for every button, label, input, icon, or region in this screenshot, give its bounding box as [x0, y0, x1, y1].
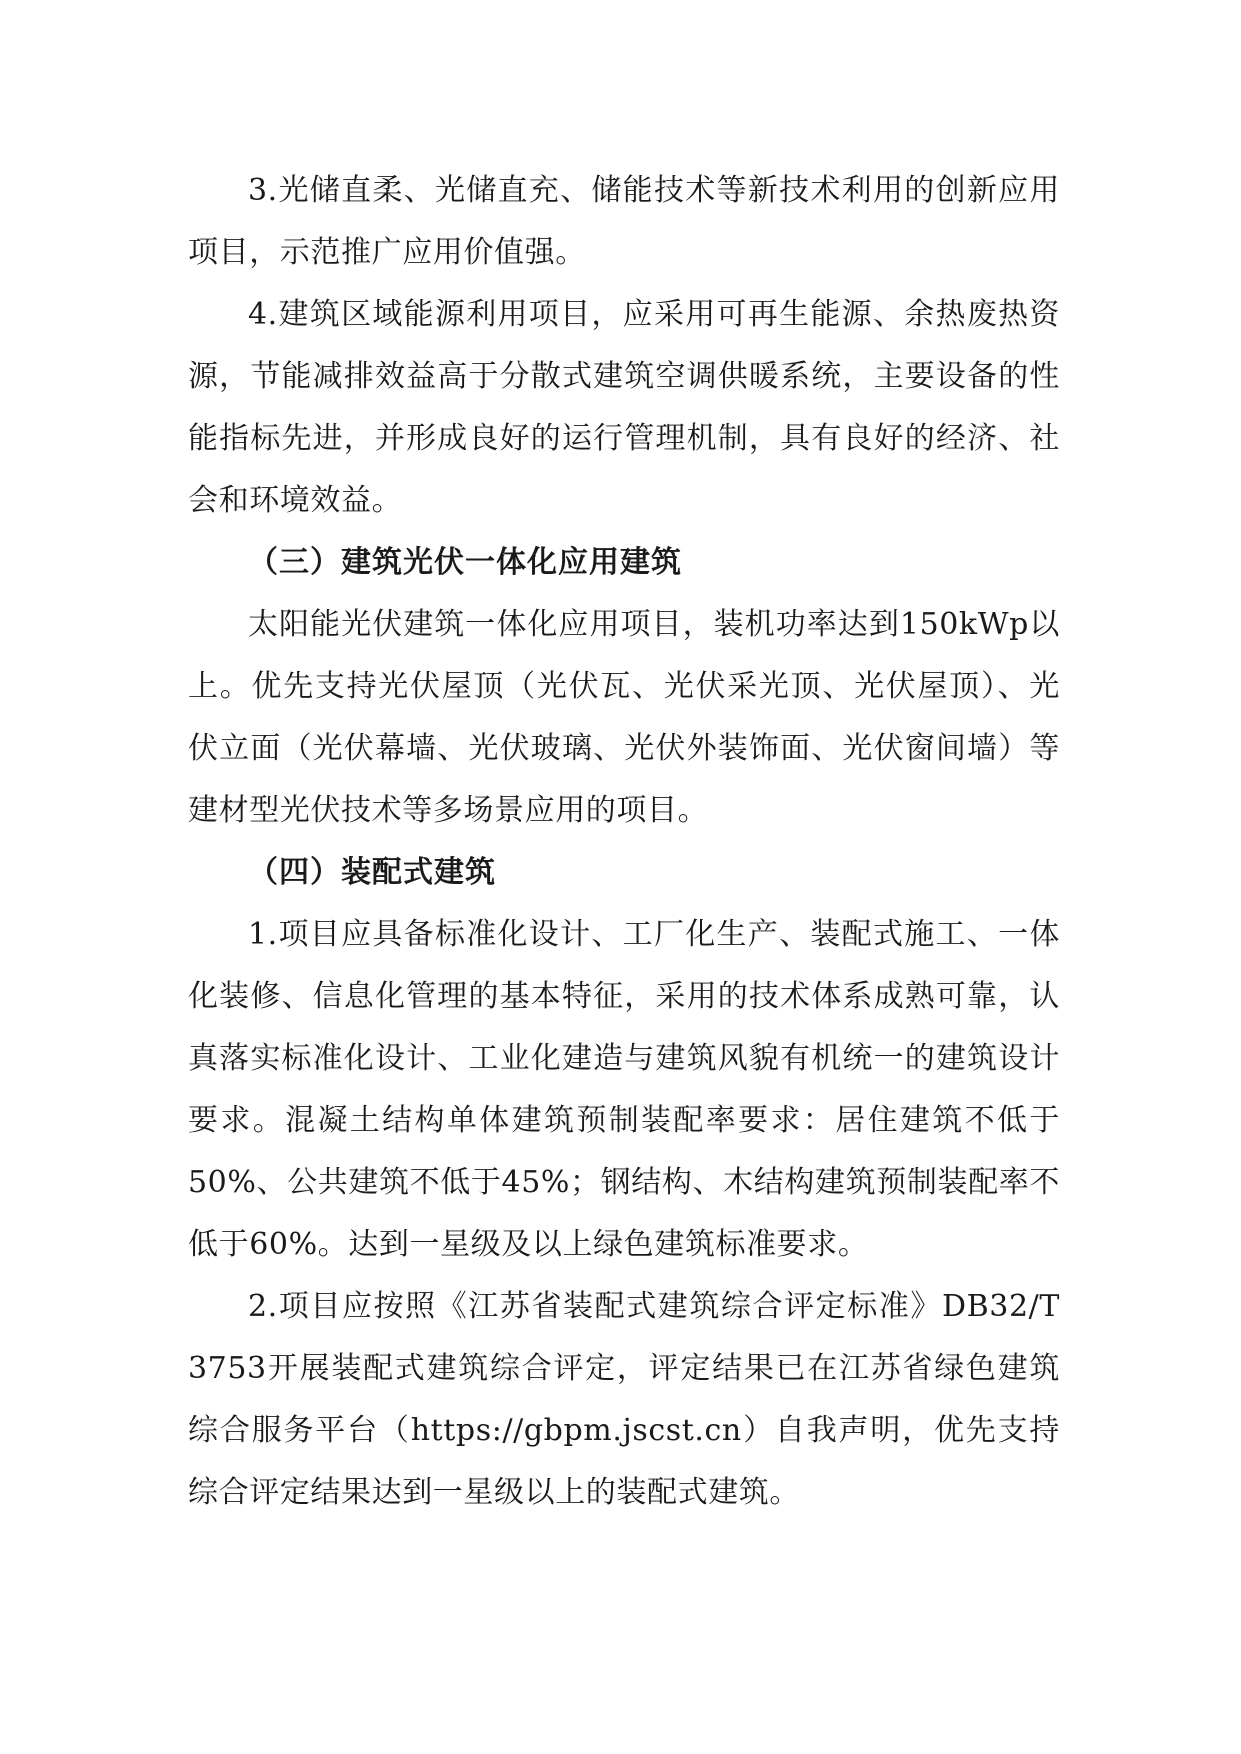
paragraph-item-3: 3.光储直柔、光储直充、储能技术等新技术利用的创新应用项目，示范推广应用价值强。 [188, 173, 1060, 270]
paragraph-item-4: 4.建筑区域能源利用项目，应采用可再生能源、余热废热资源，节能减排效益高于分散式建筑空调供暖系统，主要设备的性能指标先进，并形成良好的运行管理机制，具有良好的经济、社会和环境效益。 [188, 297, 1060, 518]
paragraph-prefab-2: 2.项目应按照《江苏省装配式建筑综合评定标准》DB32/T 3753开展装配式建筑综合评定，评定结果已在江苏省绿色建筑综合服务平台（https://gbpm.jscst.cn）自我声明，优先支持综合评定结果达到一星级以上的装配式建筑。 [188, 1289, 1060, 1510]
document-body [188, 160, 1060, 1524]
paragraph-bipv: 太阳能光伏建筑一体化应用项目，装机功率达到150kWp以上。优先支持光伏屋顶（光伏瓦、光伏采光顶、光伏屋顶）、光伏立面（光伏幕墙、光伏玻璃、光伏外装饰面、光伏窗间墙）等建材型光伏技术等多场景应用的项目。 [188, 607, 1060, 828]
section-heading-bipv: （三）建筑光伏一体化应用建筑 [248, 545, 682, 580]
section-heading-prefab: （四）装配式建筑 [248, 855, 496, 890]
paragraph-prefab-1: 1.项目应具备标准化设计、工厂化生产、装配式施工、一体化装修、信息化管理的基本特征，采用的技术体系成熟可靠，认真落实标准化设计、工业化建造与建筑风貌有机统一的建筑设计要求。混凝土结构单体建筑预制装配率要求：居住建筑不低于50%、公共建筑不低于45%；钢结构、木结构建筑预制装配率不低于60%。达到一星级及以上绿色建筑标准要求。 [188, 917, 1060, 1262]
